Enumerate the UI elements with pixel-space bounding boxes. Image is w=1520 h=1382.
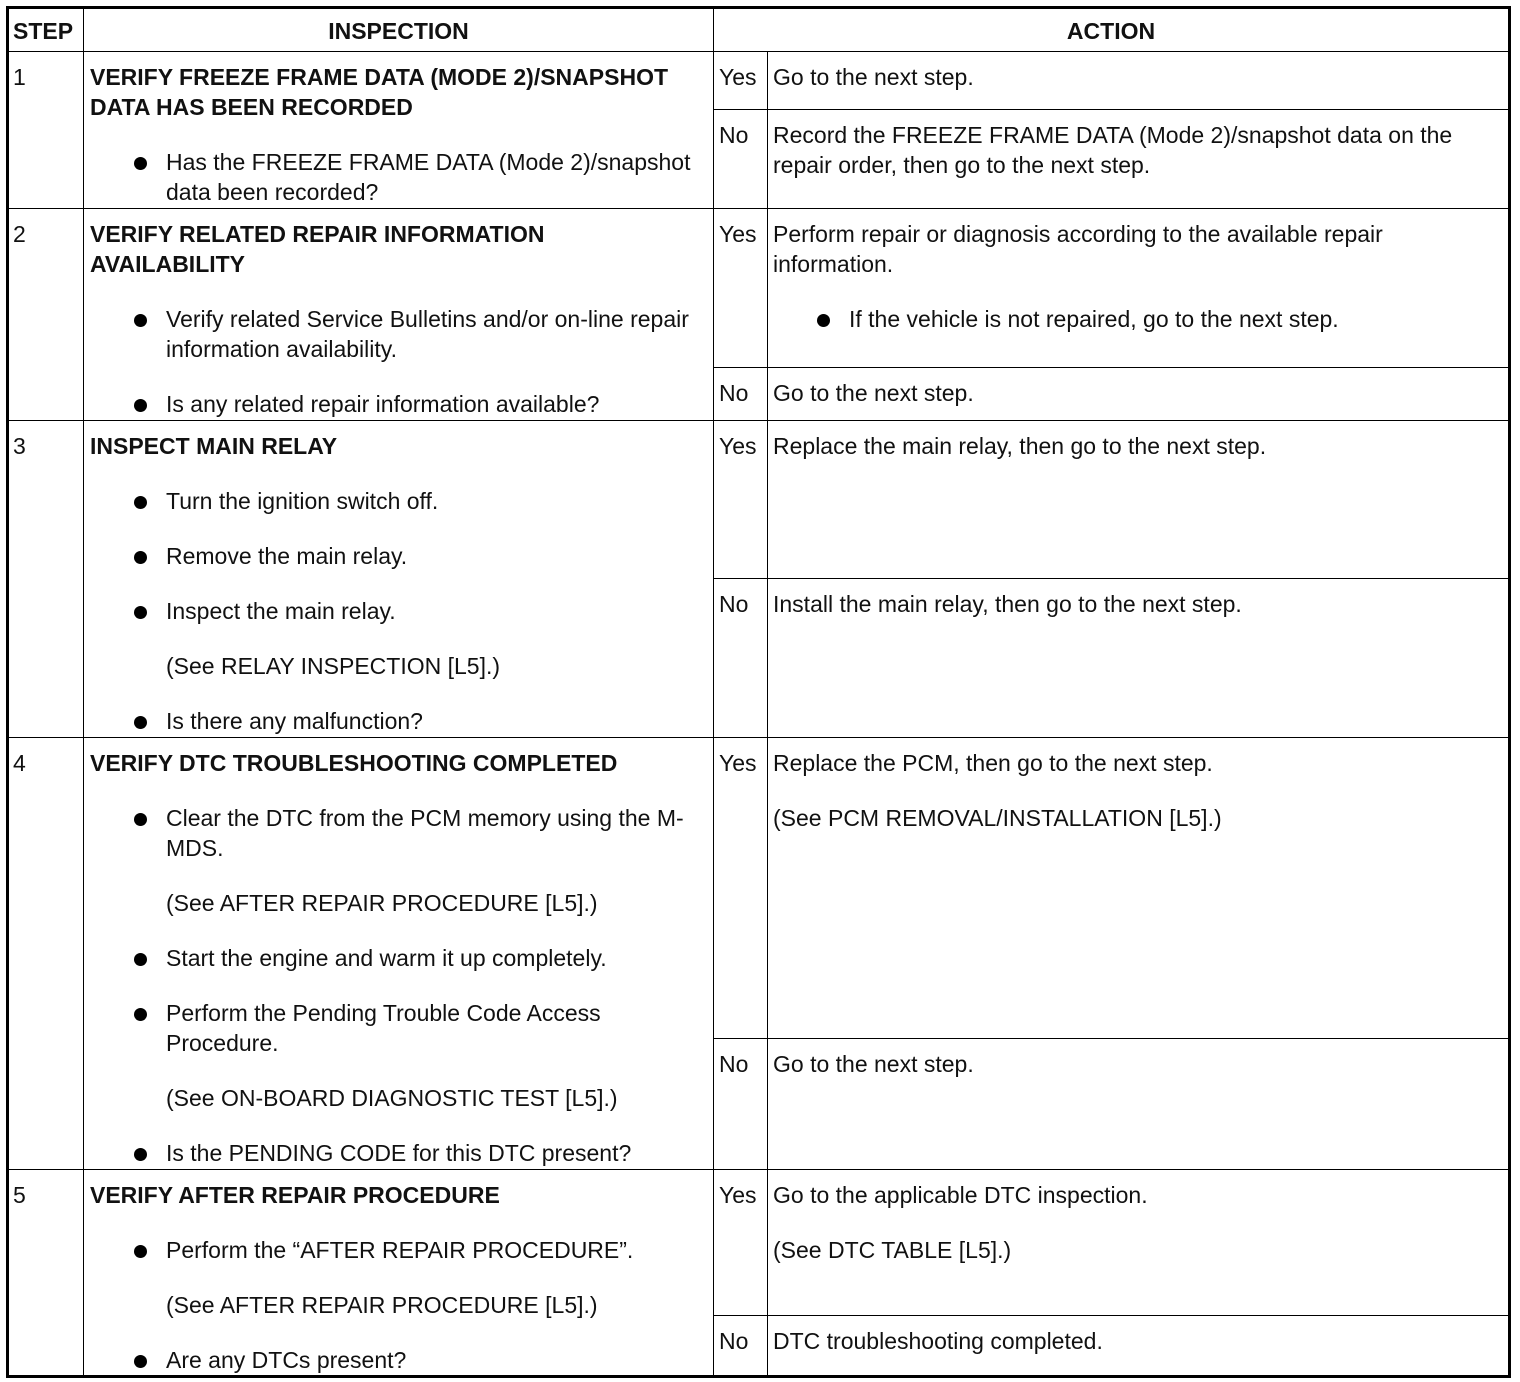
action-text: Go to the next step. — [773, 380, 974, 406]
list-item — [90, 1138, 705, 1168]
yes-label: Yes — [714, 738, 768, 1039]
bullet-icon — [134, 813, 147, 826]
yes-label: Yes — [714, 52, 768, 110]
yes-action — [768, 421, 1510, 579]
action-text: Install the main relay, then go to the next step. — [773, 591, 1242, 617]
step-row — [8, 738, 1510, 1039]
list-item — [90, 706, 705, 736]
step-row — [8, 209, 1510, 368]
step-header: STEP — [8, 8, 84, 52]
step-number: 2 — [8, 209, 84, 421]
action-text: DTC troubleshooting completed. — [773, 1327, 1103, 1354]
bullet-icon — [134, 606, 147, 619]
list-item-text: Clear the DTC from the PCM memory using the M-MDS. — [166, 805, 684, 861]
bullet-icon — [134, 399, 147, 412]
step-row — [8, 421, 1510, 579]
step-title: INSPECT MAIN RELAY — [90, 433, 338, 459]
no-action — [768, 1315, 1510, 1376]
list-item-text: Perform the Pending Trouble Code Access Procedure. — [166, 1000, 601, 1056]
bullet-icon — [134, 1008, 147, 1021]
step-row — [8, 52, 1510, 110]
step-row — [8, 1170, 1510, 1316]
reference-note: (See AFTER REPAIR PROCEDURE [L5].) — [166, 1292, 598, 1318]
reference-note: (See DTC TABLE [L5].) — [773, 1237, 1012, 1263]
inspection-header: INSPECTION — [84, 8, 714, 52]
step-title: VERIFY RELATED REPAIR INFORMATION AVAILABILITY — [90, 221, 545, 277]
list-item — [90, 389, 705, 419]
step-title: VERIFY FREEZE FRAME DATA (MODE 2)/SNAPSHOT DATA HAS BEEN RECORDED — [90, 64, 669, 120]
action-text: Go to the applicable DTC inspection. — [773, 1182, 1148, 1208]
no-action — [768, 1039, 1510, 1170]
list-item-text: Remove the main relay. — [166, 543, 408, 569]
yes-action — [768, 209, 1510, 368]
list-item-text: Start the engine and warm it up completely. — [166, 945, 607, 971]
list-item-text: Is any related repair information available? — [166, 391, 600, 417]
inspection-cell — [84, 421, 714, 738]
header-row — [8, 8, 1510, 52]
list-item-text: If the vehicle is not repaired, go to the next step. — [849, 306, 1339, 332]
list-item-text: Turn the ignition switch off. — [166, 488, 439, 514]
list-item — [90, 803, 705, 918]
list-item — [90, 1235, 705, 1320]
list-item — [90, 147, 705, 207]
no-label: No — [714, 368, 768, 421]
inspection-cell — [84, 209, 714, 421]
bullet-icon — [134, 953, 147, 966]
list-item — [90, 541, 705, 571]
bullet-icon — [134, 551, 147, 564]
list-item — [90, 486, 705, 516]
action-text: Go to the next step. — [773, 64, 974, 90]
no-action — [768, 368, 1510, 421]
list-item-text: Are any DTCs present? — [166, 1347, 407, 1373]
bullet-icon — [134, 157, 147, 170]
no-action — [768, 110, 1510, 209]
action-text: Replace the main relay, then go to the next step. — [773, 433, 1267, 459]
list-item — [90, 596, 705, 681]
step-title: VERIFY AFTER REPAIR PROCEDURE — [90, 1182, 500, 1208]
inspection-cell — [84, 1170, 714, 1377]
no-action — [768, 579, 1510, 738]
bullet-icon — [134, 1245, 147, 1258]
action-text: Go to the next step. — [773, 1051, 974, 1077]
list-item-text: Has the FREEZE FRAME DATA (Mode 2)/snapshot data been recorded? — [166, 149, 691, 205]
reference-note: (See ON-BOARD DIAGNOSTIC TEST [L5].) — [166, 1085, 618, 1111]
yes-action — [768, 1170, 1510, 1316]
bullet-icon — [817, 314, 830, 327]
bullet-icon — [134, 716, 147, 729]
action-text: Record the FREEZE FRAME DATA (Mode 2)/snapshot data on the repair order, then go to the next step. — [773, 122, 1453, 178]
yes-action — [768, 738, 1510, 1039]
yes-label: Yes — [714, 209, 768, 368]
step-number: 1 — [8, 52, 84, 209]
step-number: 3 — [8, 421, 84, 738]
action-text: Replace the PCM, then go to the next step. — [773, 750, 1213, 776]
list-item — [90, 304, 705, 364]
yes-label: Yes — [714, 421, 768, 579]
action-header: ACTION — [714, 8, 1510, 52]
bullet-icon — [134, 314, 147, 327]
bullet-icon — [134, 1148, 147, 1161]
no-label: No — [714, 110, 768, 209]
bullet-icon — [134, 1355, 147, 1368]
list-item — [773, 304, 1500, 334]
list-item-text: Verify related Service Bulletins and/or on-line repair information availability. — [166, 306, 689, 362]
reference-note: (See RELAY INSPECTION [L5].) — [166, 653, 501, 679]
action-text: Perform repair or diagnosis according to the available repair information. — [773, 221, 1383, 277]
diagnostic-procedure-table — [6, 6, 1511, 1378]
inspection-cell — [84, 52, 714, 209]
yes-action — [768, 52, 1510, 110]
yes-label: Yes — [714, 1170, 768, 1316]
step-number: 4 — [8, 738, 84, 1170]
no-label: No — [714, 1039, 768, 1170]
list-item — [90, 943, 705, 973]
step-number: 5 — [8, 1170, 84, 1377]
list-item-text: Inspect the main relay. — [166, 598, 396, 624]
no-label: No — [714, 1315, 768, 1376]
list-item-text: Is the PENDING CODE for this DTC present? — [166, 1140, 632, 1166]
step-title: VERIFY DTC TROUBLESHOOTING COMPLETED — [90, 750, 618, 776]
list-item — [90, 1345, 705, 1375]
list-item — [90, 998, 705, 1113]
list-item-text: Perform the “AFTER REPAIR PROCEDURE”. — [166, 1237, 634, 1263]
no-label: No — [714, 579, 768, 738]
bullet-icon — [134, 496, 147, 509]
inspection-cell — [84, 738, 714, 1170]
list-item-text: Is there any malfunction? — [166, 708, 423, 734]
reference-note: (See PCM REMOVAL/INSTALLATION [L5].) — [773, 805, 1222, 831]
reference-note: (See AFTER REPAIR PROCEDURE [L5].) — [166, 890, 598, 916]
